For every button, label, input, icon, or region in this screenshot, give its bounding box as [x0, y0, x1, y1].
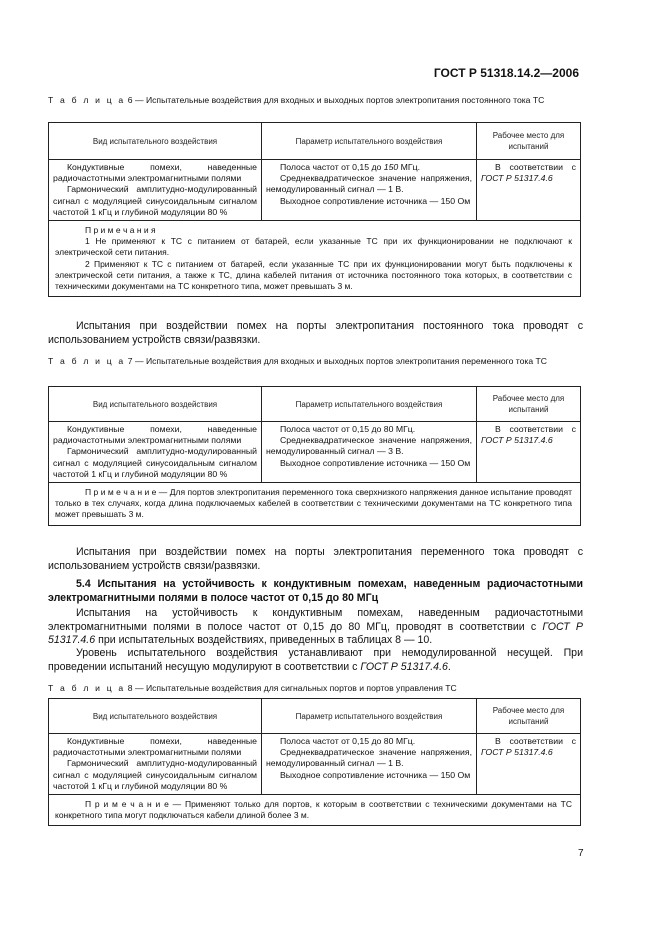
cell-type	[49, 422, 262, 483]
cell-workplace	[477, 160, 581, 221]
col-header-type: Вид испытательного воздействия	[49, 123, 262, 160]
cell-text: Гармонический амплитудно-модулированный сигнал с модуляцией синусоидальным сигналом частотой 1 кГц и глубиной модуляции 80 %	[53, 184, 257, 217]
table-8	[48, 698, 581, 826]
page-number: 7	[578, 848, 584, 859]
cell-workplace	[477, 734, 581, 795]
table-row	[49, 160, 581, 221]
notes-title: П р и м е ч а н и я	[85, 225, 156, 236]
cell-text: Полоса частот от 0,15 до 80 МГц.	[280, 736, 416, 746]
cell-parameter	[262, 160, 477, 221]
table-label: Т а б л и ц а	[48, 683, 126, 693]
cell-text: В соответствии с ГОСТ Р 51317.4.6	[481, 736, 576, 758]
table-notes	[49, 221, 581, 297]
cell-text: Кондуктивные помехи, наведенные радиочастотными электромагнитными полями	[53, 424, 257, 446]
table-8-caption	[48, 683, 583, 694]
cell-parameter	[262, 422, 477, 483]
cell-text: В соответствии с ГОСТ Р 51317.4.6	[481, 162, 576, 184]
cell-text: Кондуктивные помехи, наведенные радиочастотными электромагнитными полями	[53, 162, 257, 184]
col-header-workplace: Рабочее место для испытаний	[477, 699, 581, 734]
table-notes-row	[49, 483, 581, 526]
cell-text: Среднеквадратическое значение напряжения, немодулированный сигнал — 1 В.	[266, 747, 472, 769]
note-text: — Для портов электропитания переменного тока сверхнизкого напряжения данное испытание проводят только в тех случаях, когда длина подключаемых кабелей в соответствии с техническими документами на ТС конкретного типа может превышать 3 м.	[55, 487, 572, 520]
col-header-type: Вид испытательного воздействия	[49, 387, 262, 422]
cell-text: Полоса частот от 0,15 до 150 МГц.	[280, 162, 421, 172]
cell-type	[49, 734, 262, 795]
table-6-caption	[48, 95, 583, 106]
table-notes-row	[49, 795, 581, 826]
table-header-row	[49, 123, 581, 160]
cell-text: Полоса частот от 0,15 до 80 МГц.	[280, 424, 416, 434]
table-6	[48, 122, 581, 297]
cell-workplace	[477, 422, 581, 483]
table-label: Т а б л и ц а	[48, 95, 126, 105]
table-row	[49, 734, 581, 795]
col-header-parameter: Параметр испытательного воздействия	[262, 123, 477, 160]
cell-text: Среднеквадратическое значение напряжения, немодулированный сигнал — 3 В.	[266, 435, 472, 457]
cell-text: Кондуктивные помехи, наведенные радиочастотными электромагнитными полями	[53, 736, 257, 758]
note-2: 2 Применяют к ТС с питанием от батарей, если указанные ТС при их функционировании могут быть подключены к электрической сети питания, а также к ТС, длина кабелей питания от источника постоянного тока которых, в соответствии с техническими документами на ТС конкретного типа, может превышать 3 м.	[55, 258, 572, 292]
table-7-caption	[48, 356, 583, 367]
table-8-caption-text: 8 — Испытательные воздействия для сигнальных портов и портов управления ТС	[125, 683, 457, 693]
table-header-row	[49, 387, 581, 422]
cell-text: Среднеквадратическое значение напряжения, немодулированный сигнал — 1 В.	[266, 173, 472, 195]
col-header-workplace: Рабочее место для испытаний	[477, 123, 581, 160]
note-title: П р и м е ч а н и е	[85, 799, 169, 810]
table-7	[48, 386, 581, 526]
table-7-caption-text: 7 — Испытательные воздействия для входных и выходных портов электропитания переменного тока ТС	[125, 356, 547, 366]
note-text: — Применяют только для портов, к которым в соответствии с техническими документами на ТС конкретного типа могут подключаться кабели длиной более 3 м.	[55, 799, 572, 821]
paragraph: Испытания на устойчивость к кондуктивным помехам, наведенным радиочастотными электромагнитными полями в полосе частот от 0,15 до 80 МГц, проводят в соответствии с ГОСТ Р 51317.4.6 при испытательных воздействиях, приведенных в таблицах 8 — 10.	[48, 607, 583, 647]
table-notes	[49, 483, 581, 526]
cell-text: Выходное сопротивление источника — 150 Ом	[280, 457, 471, 468]
table-header-row	[49, 699, 581, 734]
table-notes-row	[49, 221, 581, 297]
col-header-workplace: Рабочее место для испытаний	[477, 387, 581, 422]
note	[55, 799, 572, 821]
note-1: 1 Не применяют к ТС с питанием от батарей, если указанные ТС при их функционировании не подключают к электрической сети питания.	[55, 236, 572, 258]
table-6-caption-text: 6 — Испытательные воздействия для входных и выходных портов электропитания постоянного тока ТС	[125, 95, 545, 105]
col-header-parameter: Параметр испытательного воздействия	[262, 387, 477, 422]
paragraph: Испытания при воздействии помех на порты электропитания переменного тока проводят с использованием устройств связи/развязки.	[48, 546, 583, 572]
cell-text: Выходное сопротивление источника — 150 Ом	[280, 195, 471, 206]
paragraph: Уровень испытательного воздействия устанавливают при немодулированной несущей. При проведении испытаний несущую модулируют в соответствии с ГОСТ Р 51317.4.6.	[48, 647, 583, 673]
cell-text: Выходное сопротивление источника — 150 Ом	[280, 769, 471, 780]
note-title: П р и м е ч а н и е	[85, 487, 157, 498]
document-id: ГОСТ Р 51318.14.2—2006	[433, 66, 579, 80]
cell-text: Гармонический амплитудно-модулированный сигнал с модуляцией синусоидальным сигналом частотой 1 кГц и глубиной модуляции 80 %	[53, 446, 257, 479]
paragraph: Испытания при воздействии помех на порты электропитания постоянного тока проводят с использованием устройств связи/развязки.	[48, 320, 583, 346]
cell-parameter	[262, 734, 477, 795]
col-header-type: Вид испытательного воздействия	[49, 699, 262, 734]
cell-text: В соответствии с ГОСТ Р 51317.4.6	[481, 424, 576, 446]
table-row	[49, 422, 581, 483]
note	[55, 487, 572, 521]
col-header-parameter: Параметр испытательного воздействия	[262, 699, 477, 734]
section-heading: 5.4 Испытания на устойчивость к кондуктивным помехам, наведенным радиочастотными электромагнитными полями в полосе частот от 0,15 до 80 МГц	[48, 578, 583, 604]
cell-text: Гармонический амплитудно-модулированный сигнал с модуляцией синусоидальным сигналом частотой 1 кГц и глубиной модуляции 80 %	[53, 758, 257, 791]
table-label: Т а б л и ц а	[48, 356, 126, 366]
cell-type	[49, 160, 262, 221]
table-notes	[49, 795, 581, 826]
